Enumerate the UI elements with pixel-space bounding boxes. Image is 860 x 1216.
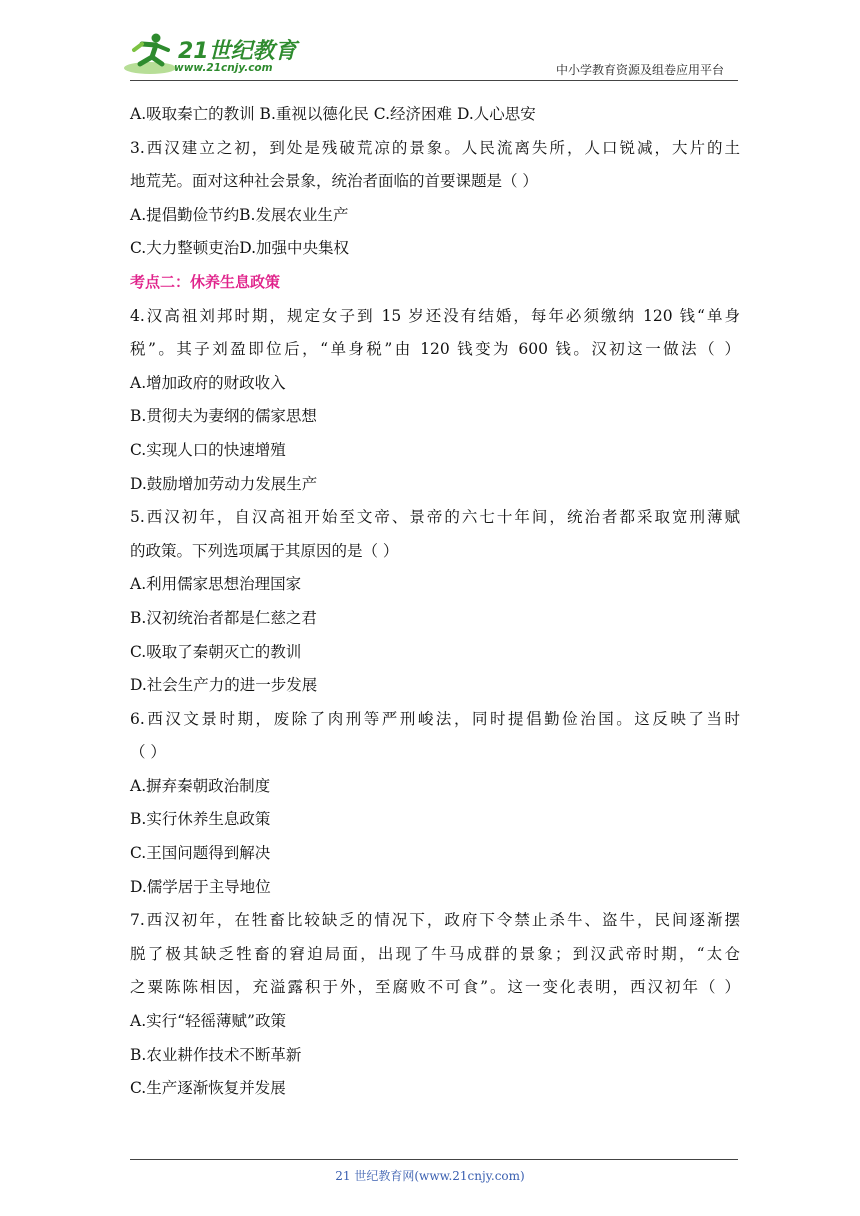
text-line: 5.西汉初年，自汉高祖开始至文帝、景帝的六七十年间，统治者都采取宽刑薄赋 xyxy=(130,508,740,527)
text-line: 6.西汉文景时期，废除了肉刑等严刑峻法，同时提倡勤俭治国。这反映了当时 xyxy=(130,709,740,728)
text-line: 4.汉高祖刘邦时期，规定女子到 15 岁还没有结婚，每年必须缴纳 120 钱“单身 xyxy=(130,306,740,325)
page-header xyxy=(0,0,860,90)
text-line: C.大力整顿吏治D.加强中央集权 xyxy=(130,239,350,258)
platform-title: 中小学教育资源及组卷应用平台 xyxy=(555,63,724,77)
text-line: C.吸取了秦朝灭亡的教训 xyxy=(130,642,302,661)
text-line: C.生产逐渐恢复并发展 xyxy=(130,1079,286,1098)
text-line: A.摒弃秦朝政治制度 xyxy=(130,776,271,795)
text-line: B.贯彻夫为妻纲的儒家思想 xyxy=(130,407,317,426)
text-line: C.实现人口的快速增殖 xyxy=(130,440,286,459)
document-body xyxy=(130,98,740,1106)
text-line: C.王国问题得到解决 xyxy=(130,844,271,863)
text-line: B.实行休养生息政策 xyxy=(130,810,271,829)
text-line: 7.西汉初年，在牲畜比较缺乏的情况下，政府下令禁止杀牛、盗牛，民间逐渐摆 xyxy=(130,911,740,930)
text-line: A.提倡勤俭节约B.发展农业生产 xyxy=(130,205,349,224)
text-line: 的政策。下列选项属于其原因的是（ ） xyxy=(130,541,399,560)
runner-icon xyxy=(122,30,182,78)
section-heading: 考点二：休养生息政策 xyxy=(130,272,281,291)
site-logo xyxy=(122,30,297,82)
text-line: D.儒学居于主导地位 xyxy=(130,877,271,896)
text-line: D.鼓励增加劳动力发展生产 xyxy=(130,474,318,493)
text-line: A.吸取秦亡的教训 B.重视以德化民 C.经济困难 D.人心思安 xyxy=(130,105,536,123)
text-line: D.社会生产力的进一步发展 xyxy=(130,676,318,695)
text-line: B.农业耕作技术不断革新 xyxy=(130,1045,302,1064)
logo-url: www.21cnjy.com xyxy=(174,62,273,74)
page-footer: 21 世纪教育网(www.21cnjy.com) xyxy=(335,1169,525,1183)
footer-divider xyxy=(130,1159,738,1160)
text-line: A.实行“轻徭薄赋”政策 xyxy=(130,1012,286,1031)
text-line: 脱了极其缺乏牲畜的窘迫局面，出现了牛马成群的景象；到汉武帝时期，“太仓 xyxy=(130,944,740,963)
text-line: B.汉初统治者都是仁慈之君 xyxy=(130,608,317,627)
text-line: 3.西汉建立之初，到处是残破荒凉的景象。人民流离失所，人口锐减，大片的土 xyxy=(130,138,740,157)
logo-title: 21世纪教育 xyxy=(178,39,297,64)
text-line: （ ） xyxy=(130,743,166,762)
text-line: 之粟陈陈相因，充溢露积于外，至腐败不可食”。这一变化表明，西汉初年（ ） xyxy=(130,978,740,997)
text-line: 地荒芜。面对这种社会景象，统治者面临的首要课题是（ ） xyxy=(130,172,538,191)
text-line: A.增加政府的财政收入 xyxy=(130,373,286,392)
header-divider xyxy=(130,80,738,81)
text-line: A.利用儒家思想治理国家 xyxy=(130,575,302,594)
text-line: 税”。其子刘盈即位后，“单身税”由 120 钱变为 600 钱。汉初这一做法（ ） xyxy=(130,340,740,359)
